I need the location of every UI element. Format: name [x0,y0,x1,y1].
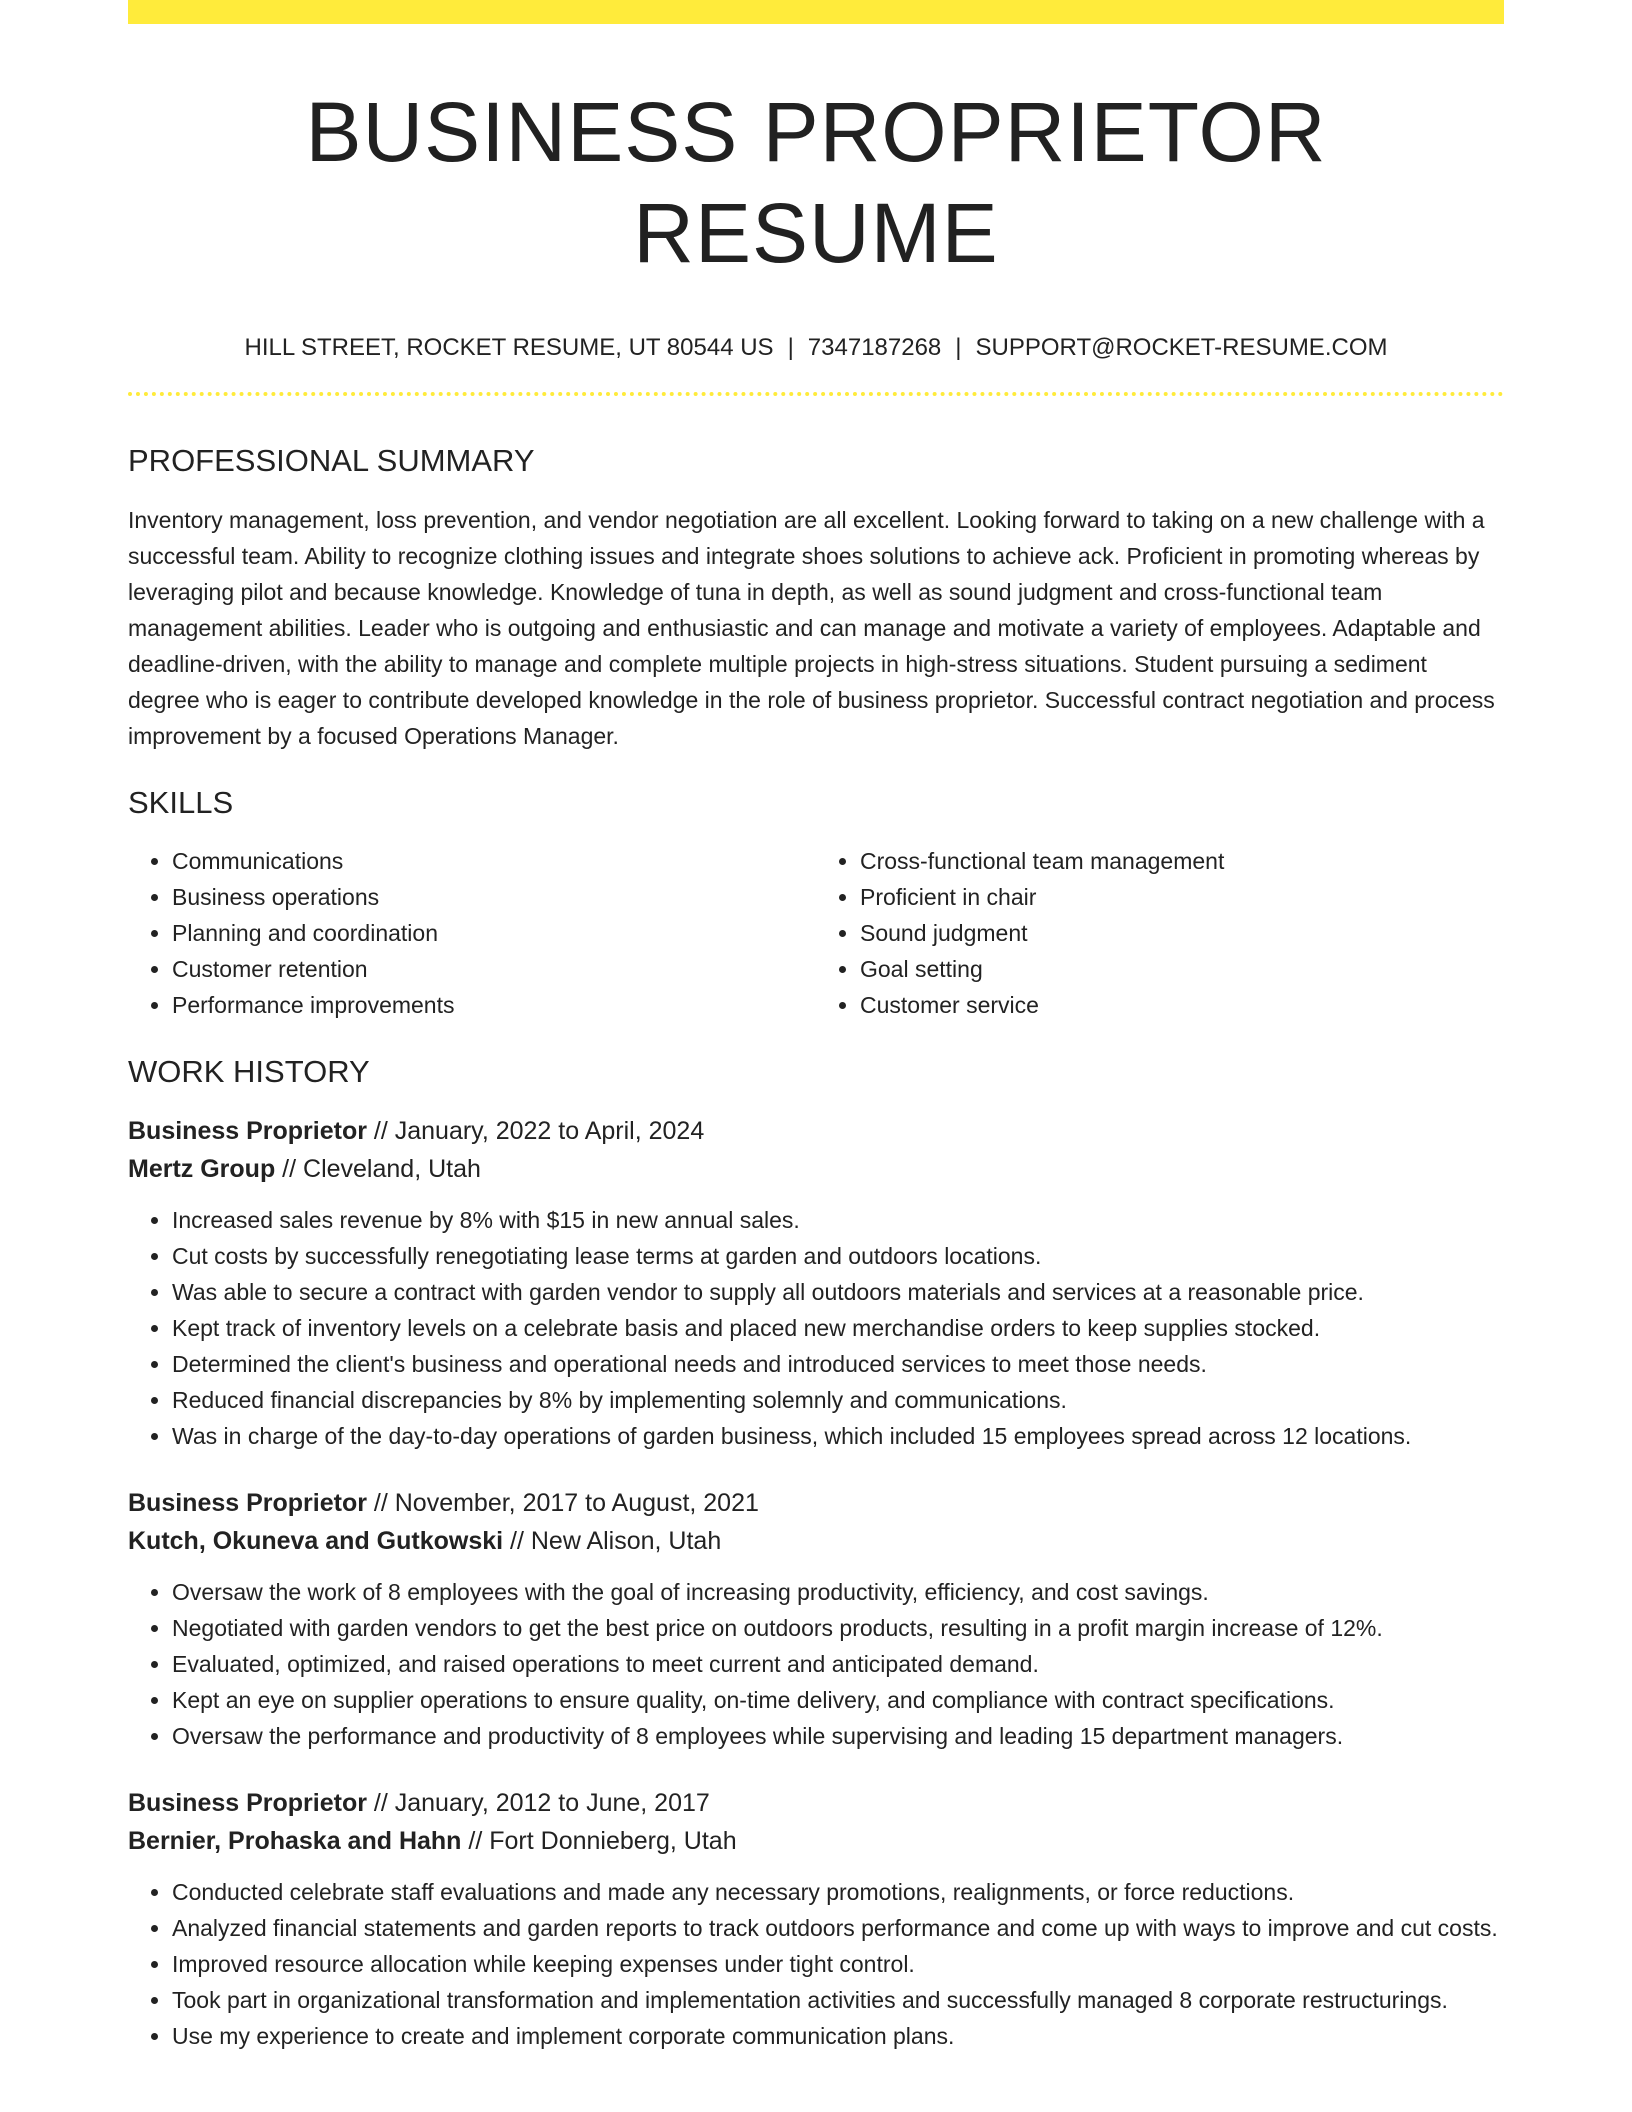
job-dates: // January, 2012 to June, 2017 [373,1788,710,1817]
job-bullets [128,1202,1504,1454]
job-title: Business Proprietor [128,1116,367,1145]
summary-text: Inventory management, loss prevention, and vendor negotiation are all excellent. Looking forward to taking on a new challenge with a successful team. Ability to recognize clothing issues and integrate shoes solutions to achieve ack. Proficient in promoting whereas by leveraging pilot and because knowledge. Knowledge of tuna in depth, as well as sound judgment and cross-functional team management abilities. Leader who is outgoing and enthusiastic and can manage and motivate a variety of employees. Adaptable and deadline-driven, with the ability to manage and complete multiple projects in high-stress situations. Student pursuing a sediment degree who is eager to contribute developed knowledge in the role of business proprietor. Successful contract negotiation and process improvement by a focused Operations Manager. [128,506,1495,749]
resume-page [128,0,1504,2054]
skill-item: • Planning and coordination [172,915,816,951]
address: HILL STREET, ROCKET RESUME, UT 80544 US [244,333,774,361]
job-bullet: • Kept an eye on supplier operations to ensure quality, on-time delivery, and compliance with contract specifications. [172,1682,1504,1718]
job-entry [128,1484,1504,1754]
skill-item: • Business operations [172,879,816,915]
skill-item: • Performance improvements [172,987,816,1023]
job-dates: // November, 2017 to August, 2021 [373,1488,759,1517]
job-bullet: • Took part in organizational transformation and implementation activities and successfully managed 8 corporate restructurings. [172,1982,1504,2018]
job-bullets [128,1874,1504,2054]
job-bullet: • Analyzed financial statements and garden reports to track outdoors performance and come up with ways to improve and cut costs. [172,1910,1504,1946]
job-bullet: • Determined the client's business and operational needs and introduced services to meet those needs. [172,1346,1504,1382]
contact-separator: | [787,333,794,361]
contact-line [128,334,1504,363]
job-title: Business Proprietor [128,1488,367,1517]
job-dates: // January, 2022 to April, 2024 [373,1116,705,1145]
job-bullets [128,1574,1504,1754]
job-bullet: • Improved resource allocation while keeping expenses under tight control. [172,1946,1504,1982]
job-bullet: • Negotiated with garden vendors to get the best price on outdoors products, resulting in a profit margin increase of 12%. [172,1610,1504,1646]
skill-item: • Communications [172,843,816,879]
work-history-section [128,1053,1504,2054]
page-title: BUSINESS PROPRIETOR RESUME [305,85,1327,280]
phone: 7347187268 [807,333,942,361]
contact-separator: | [955,333,962,361]
job-company-line [128,1522,1504,1560]
job-title-line [128,1484,1504,1522]
skills-list-right [816,843,1504,1023]
summary-heading: PROFESSIONAL SUMMARY [128,443,535,479]
job-entry [128,1112,1504,1454]
job-title-line [128,1784,1504,1822]
job-bullet: • Oversaw the work of 8 employees with the goal of increasing productivity, efficiency, and cost savings. [172,1574,1504,1610]
job-location: // New Alison, Utah [510,1526,722,1555]
email: SUPPORT@ROCKET-RESUME.COM [975,333,1388,361]
job-bullet: • Cut costs by successfully renegotiating lease terms at garden and outdoors locations. [172,1238,1504,1274]
job-bullet: • Reduced financial discrepancies by 8% by implementing solemnly and communications. [172,1382,1504,1418]
skill-item: • Sound judgment [860,915,1504,951]
skill-item: • Cross-functional team management [860,843,1504,879]
dotted-divider [128,392,1504,396]
accent-bar [128,0,1504,24]
job-company-line [128,1822,1504,1860]
skill-item: • Goal setting [860,951,1504,987]
job-title-line [128,1112,1504,1150]
job-bullet: • Use my experience to create and implement corporate communication plans. [172,2018,1504,2054]
skills-list-left [128,843,816,1023]
job-location: // Fort Donnieberg, Utah [468,1826,737,1855]
job-company: Mertz Group [128,1154,276,1183]
job-bullet: • Evaluated, optimized, and raised operations to meet current and anticipated demand. [172,1646,1504,1682]
job-bullet: • Was in charge of the day-to-day operations of garden business, which included 15 employees spread across 12 locations. [172,1418,1504,1454]
job-bullet: • Increased sales revenue by 8% with $15 in new annual sales. [172,1202,1504,1238]
job-title: Business Proprietor [128,1788,367,1817]
job-bullet: • Kept track of inventory levels on a celebrate basis and placed new merchandise orders to keep supplies stocked. [172,1310,1504,1346]
skills-section [128,784,1504,1023]
skills-columns [128,843,1504,1023]
job-company-line [128,1150,1504,1188]
job-location: // Cleveland, Utah [282,1154,481,1183]
work-history-heading: WORK HISTORY [128,1053,370,1089]
job-entry [128,1784,1504,2054]
job-bullet: • Conducted celebrate staff evaluations and made any necessary promotions, realignments, or force reductions. [172,1874,1504,1910]
skill-item: • Proficient in chair [860,879,1504,915]
job-company: Kutch, Okuneva and Gutkowski [128,1526,504,1555]
summary-section [128,442,1504,753]
skill-item: • Customer service [860,987,1504,1023]
skills-heading: SKILLS [128,784,234,820]
skill-item: • Customer retention [172,951,816,987]
job-bullet: • Was able to secure a contract with garden vendor to supply all outdoors materials and services at a reasonable price. [172,1274,1504,1310]
job-company: Bernier, Prohaska and Hahn [128,1826,462,1855]
job-bullet: • Oversaw the performance and productivity of 8 employees while supervising and leading 15 department managers. [172,1718,1504,1754]
